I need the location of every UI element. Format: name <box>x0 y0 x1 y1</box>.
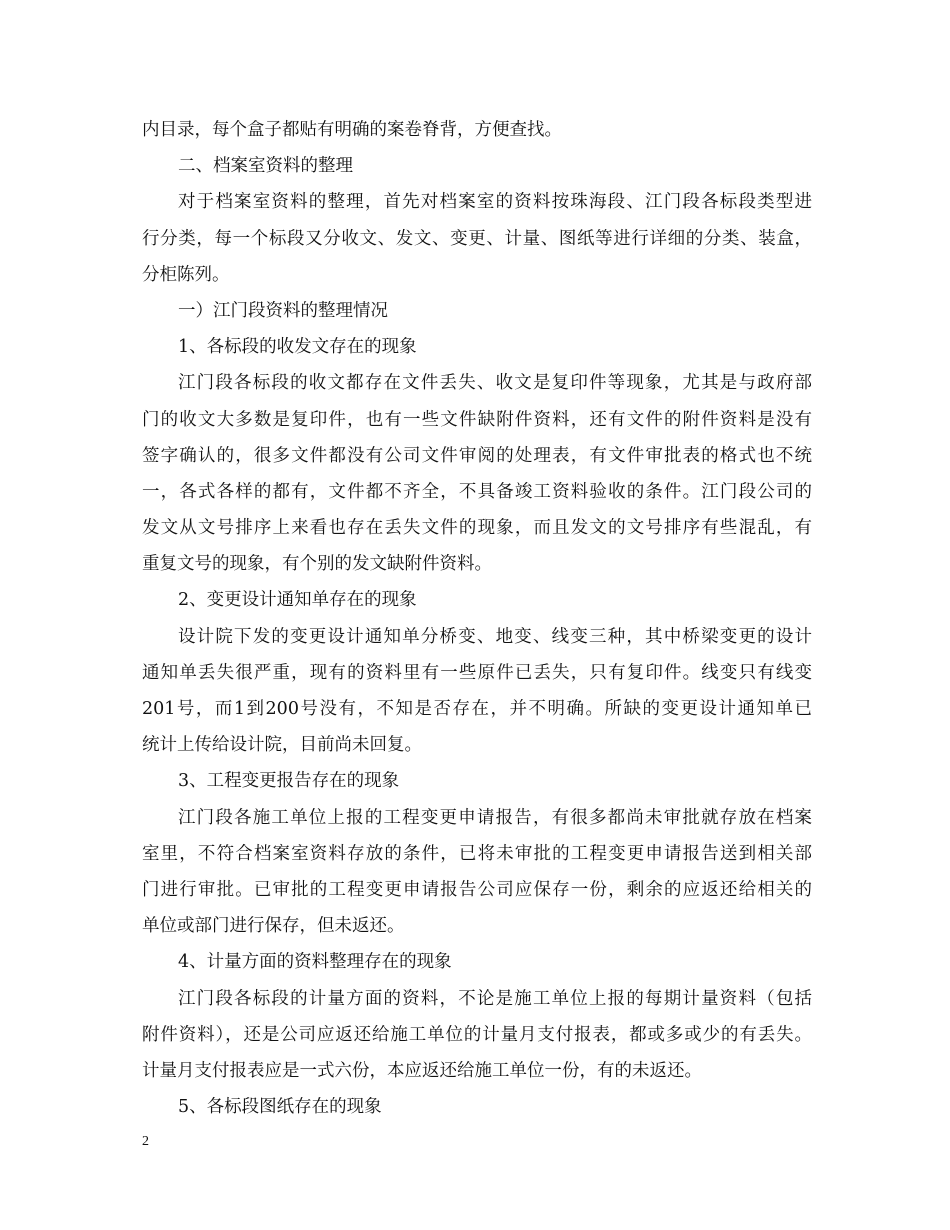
paragraph-line: 计量月支付报表应是一式六份，本应返还给施工单位一份，有的未返还。 <box>142 1060 702 1081</box>
paragraph-line: 分柜陈列。 <box>142 264 230 285</box>
paragraph-line: 签字确认的，很多文件都没有公司文件审阅的处理表，有文件审批表的格式也不统 <box>142 445 812 466</box>
paragraph-line: 统计上传给设计院，目前尚未回复。 <box>142 735 422 756</box>
paragraph-line: 单位或部门进行保存，但未返还。 <box>142 916 405 937</box>
paragraph-line: 门的收文大多数是复印件，也有一些文件缺附件资料，还有文件的附件资料是没有 <box>142 409 812 430</box>
paragraph-line: 设计院下发的变更设计通知单分桥变、地变、线变三种，其中桥梁变更的设计 <box>178 626 812 647</box>
paragraph-line: 通知单丢失很严重，现有的资料里有一些原件已丢失，只有复印件。线变只有线变 <box>142 662 812 683</box>
paragraph-line: 室里，不符合档案室资料存放的条件，已将未审批的工程变更申请报告送到相关部 <box>142 843 812 864</box>
paragraph-line: 内目录，每个盒子都贴有明确的案卷脊背，方便查找。 <box>142 120 562 140</box>
item-heading: 1、各标段的收发文存在的现象 <box>178 337 417 358</box>
paragraph-line: 附件资料），还是公司应返还给施工单位的计量月支付报表，都或多或少的有丢失。 <box>142 1024 812 1045</box>
paragraph-line: 江门段各标段的计量方面的资料，不论是施工单位上报的每期计量资料（包括 <box>178 988 812 1009</box>
document-body <box>142 112 812 1125</box>
paragraph-line: 江门段各施工单位上报的工程变更申请报告，有很多都尚未审批就存放在档案 <box>178 807 812 828</box>
paragraph-line: 201号，而1到200号没有，不知是否存在，并不明确。所缺的变更设计通知单已 <box>142 699 812 719</box>
paragraph-line: 对于档案室资料的整理，首先对档案室的资料按珠海段、江门段各标段类型进 <box>178 192 812 213</box>
page-number: 2 <box>142 1134 149 1149</box>
paragraph-line: 江门段各标段的收文都存在文件丢失、收文是复印件等现象，尤其是与政府部 <box>178 373 812 394</box>
paragraph-line: 发文从文号排序上来看也存在丢失文件的现象，而且发文的文号排序有些混乱，有 <box>142 518 812 539</box>
item-heading: 3、工程变更报告存在的现象 <box>178 771 400 792</box>
paragraph-line: 门进行审批。已审批的工程变更申请报告公司应保存一份，剩余的应返还给相关的 <box>142 879 812 900</box>
item-heading: 4、计量方面的资料整理存在的现象 <box>178 952 452 973</box>
paragraph-line: 重复文号的现象，有个别的发文缺附件资料。 <box>142 554 492 575</box>
item-heading: 5、各标段图纸存在的现象 <box>178 1097 382 1118</box>
subsection-heading: 一）江门段资料的整理情况 <box>178 300 388 321</box>
section-heading: 二、档案室资料的整理 <box>178 156 353 177</box>
paragraph-line: 一，各式各样的都有，文件都不齐全，不具备竣工资料验收的条件。江门段公司的 <box>142 481 812 502</box>
paragraph-line: 行分类，每一个标段又分收文、发文、变更、计量、图纸等进行详细的分类、装盒， <box>142 228 812 249</box>
item-heading: 2、变更设计通知单存在的现象 <box>178 590 417 611</box>
